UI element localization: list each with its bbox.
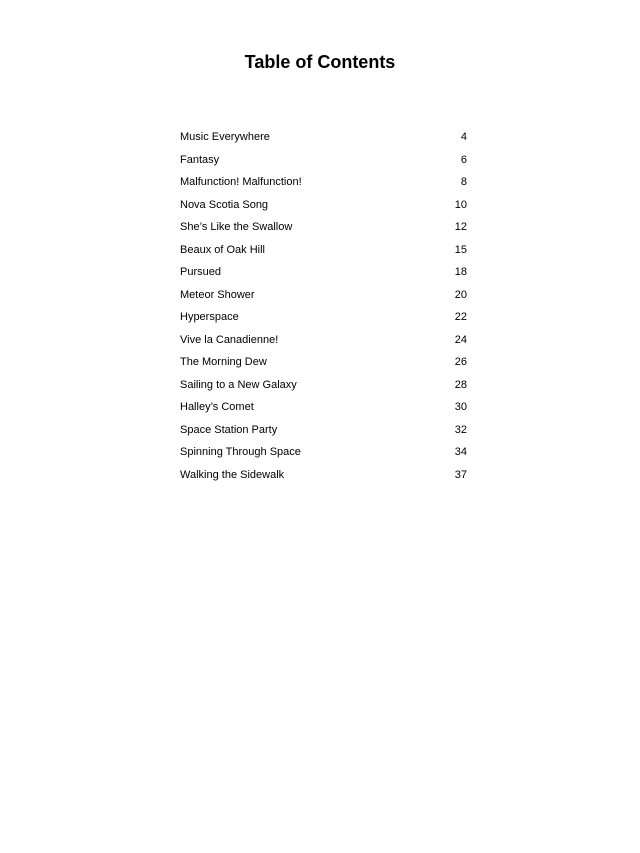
toc-entry-page: 22	[454, 311, 467, 323]
toc-entry	[180, 216, 467, 239]
toc-entry	[180, 194, 467, 217]
toc-entry-title: Nova Scotia Song	[180, 198, 269, 211]
toc-entry-page: 32	[454, 423, 467, 436]
toc-entry	[180, 441, 467, 464]
toc-entry	[180, 396, 467, 419]
toc-entry	[180, 126, 467, 149]
toc-entry-page: 20	[454, 288, 467, 301]
toc-entry-page: 37	[454, 468, 467, 481]
toc-entry-page: 15	[454, 243, 467, 256]
toc-entry-title: Malfunction! Malfunction!	[180, 176, 302, 188]
toc-entry	[180, 239, 467, 262]
toc-entry-title: Halley’s Comet	[180, 401, 254, 413]
toc-entry-page: 8	[460, 176, 467, 188]
toc-entry	[180, 419, 467, 442]
toc-entry-page: 30	[454, 401, 467, 413]
toc-entry-page: 18	[454, 266, 467, 278]
toc-entry-title: Meteor Shower	[180, 288, 255, 301]
toc-entry-page: 28	[454, 378, 467, 391]
toc-entry-title: She’s Like the Swallow	[180, 221, 293, 233]
toc-entry-title: The Morning Dew	[180, 356, 267, 368]
toc-entry	[180, 306, 467, 329]
toc-entry	[180, 149, 467, 172]
toc-entry-title: Pursued	[180, 266, 221, 278]
toc-entry	[180, 374, 467, 397]
toc-entry	[180, 464, 467, 487]
toc-entry	[180, 329, 467, 352]
toc-entry-title: Vive la Canadienne!	[180, 333, 279, 346]
toc-entry-page: 6	[460, 153, 467, 166]
toc-entry-title: Fantasy	[180, 153, 220, 166]
toc-entry	[180, 261, 467, 284]
toc-entry-page: 4	[460, 131, 467, 143]
toc-entry-title: Walking the Sidewalk	[180, 468, 285, 481]
table-of-contents	[180, 126, 467, 486]
toc-entry-page: 34	[454, 446, 467, 458]
toc-entry-page: 24	[454, 333, 467, 346]
toc-entry-title: Music Everywhere	[180, 131, 270, 143]
toc-entry-title: Beaux of Oak Hill	[180, 243, 265, 256]
toc-entry-title: Sailing to a New Galaxy	[180, 378, 297, 391]
toc-entry	[180, 284, 467, 307]
toc-entry-page: 12	[454, 221, 467, 233]
toc-entry	[180, 351, 467, 374]
toc-entry-title: Space Station Party	[180, 423, 278, 436]
toc-entry-page: 26	[454, 356, 467, 368]
toc-entry	[180, 171, 467, 194]
page-title: Table of Contents	[244, 52, 396, 72]
toc-entry-title: Hyperspace	[180, 311, 239, 323]
toc-entry-page: 10	[454, 198, 467, 211]
toc-entry-title: Spinning Through Space	[180, 446, 301, 458]
